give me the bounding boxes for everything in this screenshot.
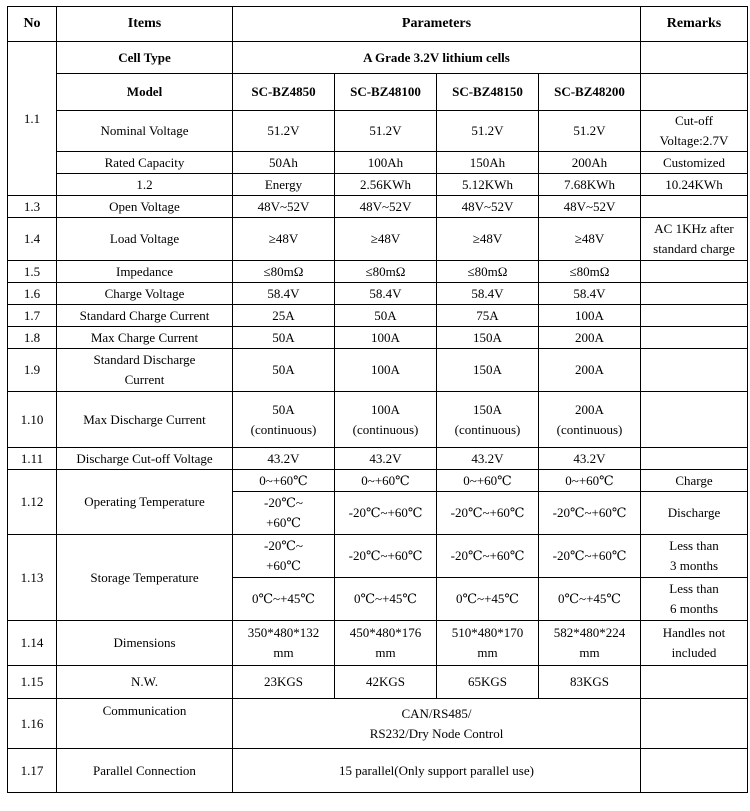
spec-row [8,283,748,305]
param-cell: 43.2V [539,448,641,470]
param-cell: 51.2V [335,111,437,152]
spec-row [8,349,748,392]
param-cell: 7.68KWh [539,174,641,196]
item-label: Standard Discharge Current [57,349,233,392]
param-cell: 48V~52V [233,196,335,218]
item-label: Energy [233,174,335,196]
param-cell: -20℃~+60℃ [539,492,641,535]
remark-cell [641,666,748,699]
row-number: 1.5 [8,261,57,283]
param-cell: 65KGS [437,666,539,699]
param-cell: 83KGS [539,666,641,699]
param-cell: ≤80mΩ [539,261,641,283]
item-label: Operating Temperature [57,470,233,535]
remark-cell [641,74,748,111]
item-label: Discharge Cut-off Voltage [57,448,233,470]
header-no: No [8,7,57,42]
param-cell: 58.4V [233,283,335,305]
param-cell: 50Ah [233,152,335,174]
item-label: Max Discharge Current [57,392,233,448]
param-cell: 23KGS [233,666,335,699]
item-label: Dimensions [57,621,233,666]
communication-value: CAN/RS485/ RS232/Dry Node Control [233,699,641,749]
remark-cell: Customized [641,152,748,174]
param-cell: 10.24KWh [641,174,748,196]
param-cell: 48V~52V [539,196,641,218]
storage-temp-short-row [8,535,748,578]
model-cell: SC-BZ48150 [437,74,539,111]
param-cell: 582*480*224 mm [539,621,641,666]
param-cell: 58.4V [437,283,539,305]
param-cell: ≤80mΩ [437,261,539,283]
spec-row [8,261,748,283]
param-cell: ≥48V [437,218,539,261]
row-number: 1.14 [8,621,57,666]
param-cell: 0℃~+45℃ [233,578,335,621]
param-cell: -20℃~ +60℃ [233,492,335,535]
cell-type-value: A Grade 3.2V lithium cells [233,42,641,74]
parallel-row [8,749,748,793]
dimensions-row [8,621,748,666]
row-number: 1.17 [8,749,57,793]
model-cell: SC-BZ48100 [335,74,437,111]
param-cell: 200Ah [539,152,641,174]
remark-cell [641,699,748,749]
remark-cell: Less than 6 months [641,578,748,621]
param-cell: 43.2V [335,448,437,470]
param-cell: 25A [233,305,335,327]
param-cell: 58.4V [335,283,437,305]
row-number: 1.12 [8,470,57,535]
item-label: Communication [57,699,233,749]
remark-cell: Charge [641,470,748,492]
row-number: 1.1 [8,42,57,196]
spec-row [8,305,748,327]
param-cell: ≤80mΩ [233,261,335,283]
operating-temp-charge-row [8,470,748,492]
param-cell: 58.4V [539,283,641,305]
param-cell: 48V~52V [335,196,437,218]
model-cell: SC-BZ4850 [233,74,335,111]
param-cell: 0~+60℃ [335,470,437,492]
param-cell: 48V~52V [437,196,539,218]
remark-cell: Cut-off Voltage:2.7V [641,111,748,152]
communication-row [8,699,748,749]
item-label: Cell Type [57,42,233,74]
param-cell: 150Ah [437,152,539,174]
header-items: Items [57,7,233,42]
spec-row [8,218,748,261]
item-label: Nominal Voltage [57,111,233,152]
spec-row [8,392,748,448]
param-cell: 0℃~+45℃ [539,578,641,621]
param-cell: -20℃~+60℃ [539,535,641,578]
weight-row [8,666,748,699]
param-cell: 200A [539,327,641,349]
remark-cell: Handles not included [641,621,748,666]
row-number: 1.11 [8,448,57,470]
param-cell: 150A (continuous) [437,392,539,448]
param-cell: 0℃~+45℃ [335,578,437,621]
remark-cell: Discharge [641,492,748,535]
param-cell: 100A [335,327,437,349]
row-number: 1.10 [8,392,57,448]
param-cell: 0~+60℃ [437,470,539,492]
row-number: 1.8 [8,327,57,349]
param-cell: 100A [539,305,641,327]
header-remarks: Remarks [641,7,748,42]
item-label: N.W. [57,666,233,699]
param-cell: 150A [437,349,539,392]
remark-cell [641,448,748,470]
item-label: Rated Capacity [57,152,233,174]
item-label: Impedance [57,261,233,283]
param-cell: 51.2V [437,111,539,152]
param-cell: 50A [233,327,335,349]
row-number: 1.13 [8,535,57,621]
param-cell: 510*480*170 mm [437,621,539,666]
spec-row [8,448,748,470]
remark-cell [641,283,748,305]
spec-row [8,174,748,196]
spec-row [8,111,748,152]
item-label: Max Charge Current [57,327,233,349]
param-cell: 51.2V [539,111,641,152]
param-cell: 50A (continuous) [233,392,335,448]
param-cell: 450*480*176 mm [335,621,437,666]
param-cell: ≥48V [539,218,641,261]
item-label: Charge Voltage [57,283,233,305]
parallel-value: 15 parallel(Only support parallel use) [233,749,641,793]
row-number: 1.2 [57,174,233,196]
remark-cell [641,392,748,448]
param-cell: 0~+60℃ [233,470,335,492]
row-number: 1.16 [8,699,57,749]
item-label: Load Voltage [57,218,233,261]
param-cell: 200A [539,349,641,392]
param-cell: 2.56KWh [335,174,437,196]
remark-cell [641,42,748,74]
param-cell: 100Ah [335,152,437,174]
spec-row [8,196,748,218]
param-cell: 200A (continuous) [539,392,641,448]
param-cell: -20℃~+60℃ [437,535,539,578]
parameters-table [7,6,748,793]
remark-cell [641,749,748,793]
cell-type-row [8,42,748,74]
param-cell: 150A [437,327,539,349]
spec-row [8,327,748,349]
model-cell: SC-BZ48200 [539,74,641,111]
remark-cell [641,349,748,392]
row-number: 1.6 [8,283,57,305]
param-cell: 43.2V [437,448,539,470]
param-cell: 75A [437,305,539,327]
param-cell: 0℃~+45℃ [437,578,539,621]
row-number: 1.3 [8,196,57,218]
param-cell: 50A [233,349,335,392]
param-cell: ≥48V [335,218,437,261]
model-row [8,74,748,111]
param-cell: 51.2V [233,111,335,152]
remark-cell: Less than 3 months [641,535,748,578]
param-cell: 5.12KWh [437,174,539,196]
spec-row [8,152,748,174]
remark-cell: AC 1KHz after standard charge [641,218,748,261]
row-number: 1.4 [8,218,57,261]
remark-cell [641,305,748,327]
param-cell: 100A [335,349,437,392]
param-cell: 350*480*132 mm [233,621,335,666]
param-cell: 50A [335,305,437,327]
header-parameters: Parameters [233,7,641,42]
remark-cell [641,261,748,283]
param-cell: 100A (continuous) [335,392,437,448]
item-label: Parallel Connection [57,749,233,793]
param-cell: -20℃~+60℃ [437,492,539,535]
param-cell: ≥48V [233,218,335,261]
param-cell: ≤80mΩ [335,261,437,283]
row-number: 1.7 [8,305,57,327]
param-cell: -20℃~+60℃ [335,492,437,535]
item-label: Storage Temperature [57,535,233,621]
row-number: 1.9 [8,349,57,392]
param-cell: 0~+60℃ [539,470,641,492]
param-cell: 43.2V [233,448,335,470]
param-cell: -20℃~+60℃ [335,535,437,578]
row-number: 1.15 [8,666,57,699]
remark-cell [641,327,748,349]
item-label: Open Voltage [57,196,233,218]
param-cell: -20℃~ +60℃ [233,535,335,578]
param-cell: 42KGS [335,666,437,699]
remark-cell [641,196,748,218]
item-label: Standard Charge Current [57,305,233,327]
item-label: Model [57,74,233,111]
header-row [8,7,748,42]
